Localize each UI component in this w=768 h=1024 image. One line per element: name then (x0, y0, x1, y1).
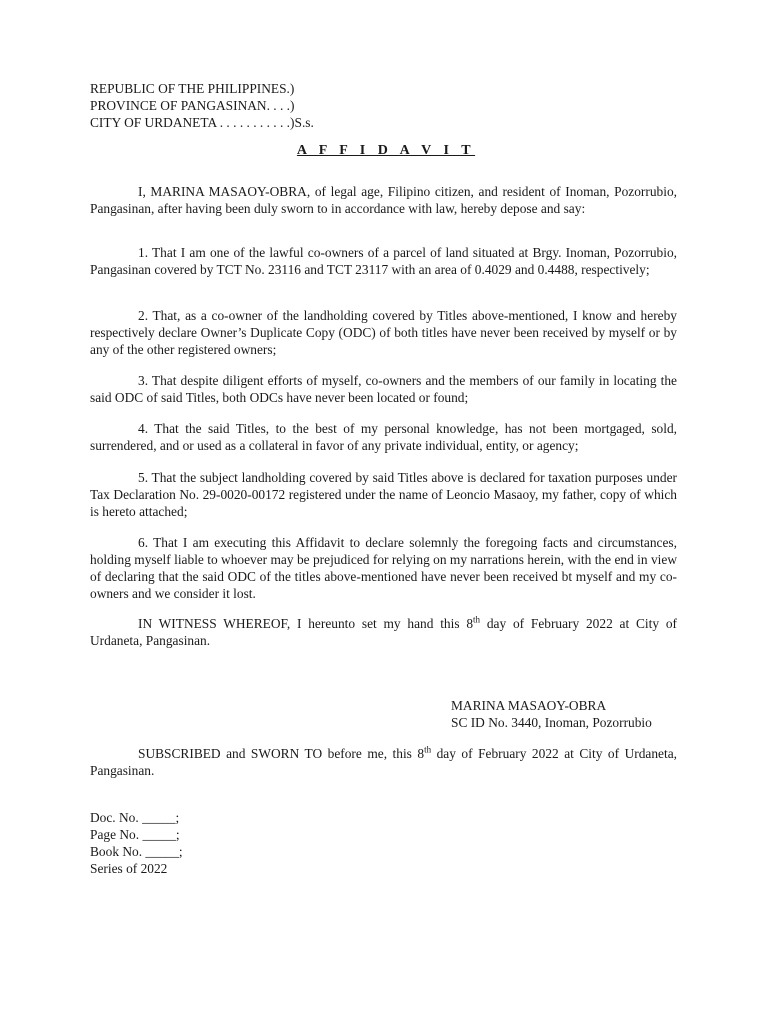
venue-province: PROVINCE OF PANGASINAN. . . .) (90, 98, 295, 113)
venue-block (90, 80, 314, 131)
witness-text-start: IN WITNESS WHEREOF, I hereunto set my hand this 8 (138, 616, 474, 631)
document-title-block (0, 142, 768, 159)
notarial-register (90, 809, 183, 877)
venue-republic: REPUBLIC OF THE PHILIPPINES.) (90, 81, 295, 96)
book-number: Book No. _____; (90, 844, 183, 859)
venue-city: CITY OF URDANETA . . . . . . . . . . .)S.s. (90, 115, 314, 130)
jurat-ordinal: th (424, 744, 432, 755)
signature-block (451, 697, 652, 731)
signatory-id: SC ID No. 3440, Inoman, Pozorrubio (451, 715, 652, 730)
document-title: A F F I D A V I T (296, 143, 476, 158)
page-number: Page No. _____; (90, 827, 180, 842)
series-year: Series of 2022 (90, 861, 168, 876)
intro-paragraph: I, MARINA MASAOY-OBRA, of legal age, Filipino citizen, and resident of Inoman, Pozorrubio, Pangasinan, after having been duly sworn to in accordance with law, hereby depose and say: (90, 184, 677, 216)
doc-number: Doc. No. _____; (90, 810, 180, 825)
paragraph-1: 1. That I am one of the lawful co-owners of a parcel of land situated at Brgy. Inoman, Pozorrubio, Pangasinan covered by TCT No. 23116 and TCT 23117 with an area of 0.4029 and 0.4488, respectively; (90, 245, 677, 277)
paragraph-3: 3. That despite diligent efforts of myself, co-owners and the members of our family in locating the said ODC of said Titles, both ODCs have never been located or found; (90, 373, 677, 405)
paragraph-4: 4. That the said Titles, to the best of my personal knowledge, has not been mortgaged, sold, surrendered, and or used as a collateral in favor of any private individual, entity, or agency; (90, 421, 677, 453)
paragraph-5: 5. That the subject landholding covered by said Titles above is declared for taxation purposes under Tax Declaration No. 29-0020-00172 registered under the name of Leoncio Masaoy, my father, copy of which is hereto attached; (90, 470, 677, 519)
witness-ordinal: th (473, 614, 481, 625)
jurat-text-start: SUBSCRIBED and SWORN TO before me, this 8 (138, 746, 425, 761)
signatory-name: MARINA MASAOY-OBRA (451, 698, 607, 713)
witness-text-end: day of February 2022 at City of Urdaneta, Pangasinan. (90, 616, 677, 648)
paragraph-6: 6. That I am executing this Affidavit to declare solemnly the foregoing facts and circumstances, holding myself liable to whoever may be prejudiced for relying on my narrations herein, with the end in view of declaring that the said ODC of the titles above-mentioned have never been received bt myself and my co-owners and we consider it lost. (90, 535, 677, 601)
witness-paragraph (90, 615, 677, 649)
paragraph-2: 2. That, as a co-owner of the landholding covered by Titles above-mentioned, I know and hereby respectively declare Owner’s Duplicate Copy (ODC) of both titles have never been received by myself or by any of the other registered owners; (90, 308, 677, 357)
jurat-paragraph (90, 745, 677, 779)
jurat-text-end: day of February 2022 at City of Urdaneta, Pangasinan. (90, 746, 677, 778)
